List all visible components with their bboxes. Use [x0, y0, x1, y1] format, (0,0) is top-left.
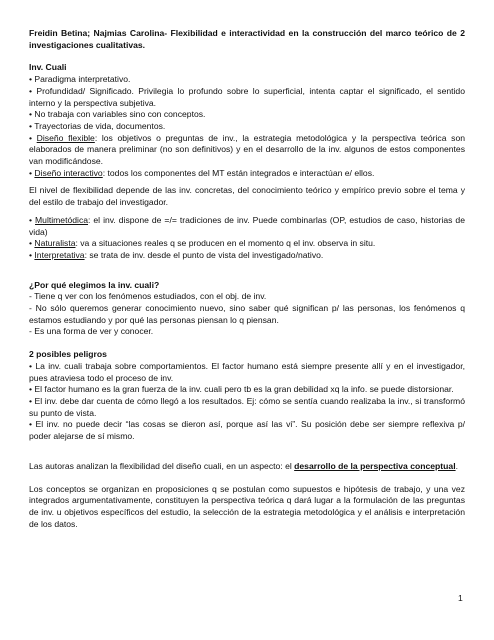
- document-title: Freidin Betina; Najmias Carolina- Flexibilidad e interactividad en la construcción del marco teórico de 2 investigaciones cualitativas.: [29, 28, 465, 50]
- page-number: 1: [458, 593, 463, 603]
- por-que-line-1: - Tiene q ver con los fenómenos estudiados, con el obj. de inv.: [29, 291, 267, 302]
- inv-cuali-heading: Inv. Cuali: [29, 62, 67, 73]
- bullet-marker: •: [29, 238, 35, 249]
- bullet-diseno-flexible: [29, 133, 465, 168]
- term-diseno-flexible: Diseño flexible: [36, 132, 95, 143]
- perspectiva-conceptual-emphasis: desarrollo de la perspectiva conceptual: [294, 460, 456, 471]
- page-content: [29, 28, 465, 530]
- bullet-marker: •: [29, 214, 35, 225]
- term-naturalista: Naturalista: [34, 238, 76, 249]
- bullet-naturalista: [29, 238, 465, 250]
- bullet-marker: •: [29, 132, 37, 143]
- bullet-profundidad: • Profundidad/ Significado. Privilegia lo profundo sobre lo superficial, intenta captar el significado, el sentido interno y la perspectiva subjetiva.: [29, 85, 465, 108]
- peligro-bullet-4: • El inv. no puede decir “las cosas se dieron así, porque así las vi”. Su posición debe ser siempre reflexiva p/ poder alejarse de sí mismo.: [29, 419, 465, 442]
- term-interpretativa: Interpretativa: [34, 249, 85, 260]
- term-multimetodica: Multimetódica: [35, 214, 89, 225]
- por-que-heading: ¿Por qué elegimos la inv. cuali?: [29, 279, 160, 290]
- naturalista-text: : va a situaciones reales q se producen en el momento q el inv. observa in situ.: [75, 238, 376, 249]
- autoras-prefix: Las autoras analizan la flexibilidad del diseño cuali, en un aspecto: el: [29, 460, 295, 471]
- por-que-line-3: - Es una forma de ver y conocer.: [29, 326, 154, 337]
- autoras-paragraph: [29, 461, 465, 473]
- bullet-variables: • No trabaja con variables sino con conceptos.: [29, 109, 206, 120]
- autoras-suffix: .: [455, 460, 458, 471]
- term-diseno-interactivo: Diseño interactivo: [34, 167, 103, 178]
- multimetodica-text: : el inv. dispone de =/= tradiciones de inv. Puede combinarlas (OP, estudios de caso, historias de vida): [29, 214, 465, 237]
- bullet-multimetodica: [29, 215, 465, 238]
- interpretativa-text: : se trata de inv. desde el punto de vista del investigado/nativo.: [84, 249, 324, 260]
- bullet-paradigma: • Paradigma interpretativo.: [29, 74, 131, 85]
- por-que-line-2: - No sólo queremos generar conocimiento nuevo, sino saber qué significan p/ las personas, los fenómenos q estamos estudiando y por qué las personas piensan lo q piensan.: [29, 303, 465, 325]
- bullet-trayectorias: • Trayectorias de vida, documentos.: [29, 120, 166, 131]
- bullet-marker: •: [29, 167, 35, 178]
- conceptos-paragraph: Los conceptos se organizan en proposiciones q se postulan como supuestos e hipótesis de trabajo, y una vez integrados argumentativamente, constituyen la perspectiva teórica q dará lugar a la formulación de las preguntas de inv. u objetivos específicos del estudio, la selección de la estrategia metodológica y el análisis e interpretación de los datos.: [29, 483, 465, 529]
- bullet-interpretativa: [29, 250, 465, 262]
- peligro-bullet-3: • El inv. debe dar cuenta de cómo llegó a los resultados. Ej: cómo se sentía cuando realizaba la inv., si transformó su punto de vista.: [29, 395, 465, 418]
- bullet-marker: •: [29, 249, 35, 260]
- diseno-interactivo-text: : todos los componentes del MT están integrados e interactúan e/ ellos.: [102, 167, 375, 178]
- bullet-diseno-interactivo: [29, 168, 465, 180]
- peligro-bullet-2: • El factor humano es la gran fuerza de la inv. cuali pero tb es la gran debilidad xq la info. se puede distorsionar.: [29, 384, 454, 395]
- peligro-bullet-1: • La inv. cuali trabaja sobre comportamientos. El factor humano está siempre presente allí y en el investigador, pues atraviesa todo el proceso de inv.: [29, 360, 465, 383]
- diseno-flexible-text: : los objetivos o preguntas de inv., la estrategia metodológica y la perspectiva teórica son elaborados de manera preliminar (no son definitivos) y en el desarrollo de la inv. algunos de estos componentes van modificándose.: [29, 132, 466, 167]
- peligros-heading: 2 posibles peligros: [29, 349, 107, 360]
- flexibilidad-paragraph: El nivel de flexibilidad depende de las inv. concretas, del conocimiento teórico y empírico previo sobre el tema y del estilo de trabajo del investigador.: [29, 185, 465, 208]
